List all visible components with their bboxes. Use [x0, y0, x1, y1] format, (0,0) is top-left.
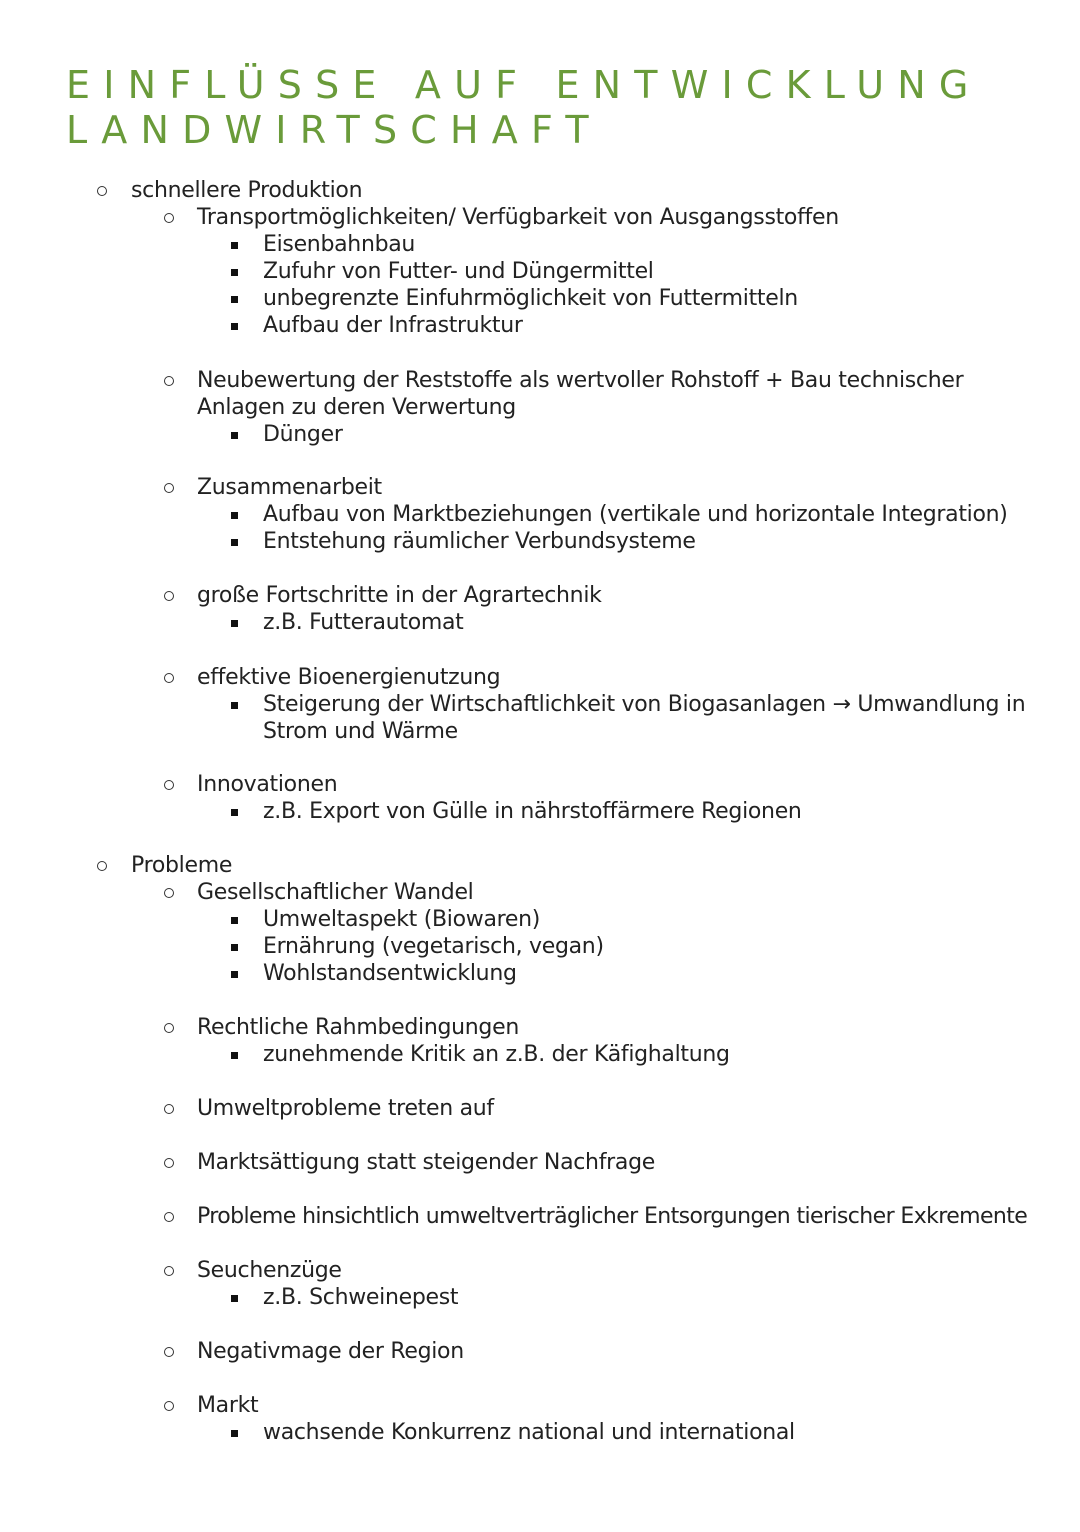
list-item-level-3: Dünger [263, 421, 343, 448]
square-bullet-icon [231, 296, 238, 303]
square-bullet-icon [231, 1430, 238, 1437]
circle-bullet-icon [164, 1347, 174, 1357]
list-item-level-3: Aufbau von Marktbeziehungen (vertikale und horizontale Integration) [263, 501, 1008, 528]
circle-bullet-icon [164, 376, 174, 386]
list-item-level-2: Zusammenarbeit [197, 474, 382, 501]
page-title-line-1: EINFLÜSSE AUF ENTWICKLUNG [66, 63, 982, 107]
list-item-level-3: zunehmende Kritik an z.B. der Käfighaltung [263, 1041, 730, 1068]
list-item-level-2: effektive Bioenergienutzung [197, 664, 500, 691]
circle-bullet-icon [164, 213, 174, 223]
list-item-level-2: Markt [197, 1392, 258, 1419]
list-item-level-2: Innovationen [197, 771, 337, 798]
square-bullet-icon [231, 539, 238, 546]
list-item-level-3: Aufbau der Infrastruktur [263, 312, 523, 339]
square-bullet-icon [231, 269, 238, 276]
square-bullet-icon [231, 702, 238, 709]
square-bullet-icon [231, 944, 238, 951]
circle-bullet-icon [97, 186, 107, 196]
list-item-level-2: Transportmöglichkeiten/ Verfügbarkeit von Ausgangsstoffen [197, 204, 839, 231]
list-item-level-2: Rechtliche Rahmbedingungen [197, 1014, 519, 1041]
square-bullet-icon [231, 512, 238, 519]
square-bullet-icon [231, 809, 238, 816]
circle-bullet-icon [164, 1266, 174, 1276]
circle-bullet-icon [164, 673, 174, 683]
list-item-level-2: große Fortschritte in der Agrartechnik [197, 582, 602, 609]
list-item-level-3: Steigerung der Wirtschaftlichkeit von Biogasanlagen → Umwandlung in [263, 691, 1025, 718]
list-item-level-2: Neubewertung der Reststoffe als wertvoller Rohstoff + Bau technischer [197, 367, 963, 394]
circle-bullet-icon [164, 591, 174, 601]
list-item-level-1: schnellere Produktion [131, 177, 362, 204]
square-bullet-icon [231, 620, 238, 627]
list-item-level-2: Umweltprobleme treten auf [197, 1095, 494, 1122]
circle-bullet-icon [164, 888, 174, 898]
list-item-continuation: Strom und Wärme [263, 719, 458, 744]
circle-bullet-icon [164, 1212, 174, 1222]
square-bullet-icon [231, 971, 238, 978]
square-bullet-icon [231, 917, 238, 924]
list-item-level-3: z.B. Futterautomat [263, 609, 464, 636]
circle-bullet-icon [164, 1104, 174, 1114]
list-item-level-2: Probleme hinsichtlich umweltverträglicher Entsorgungen tierischer Exkremente [197, 1203, 1027, 1230]
square-bullet-icon [231, 1052, 238, 1059]
list-item-level-3: Ernährung (vegetarisch, vegan) [263, 933, 604, 960]
page-title-line-2: LANDWIRTSCHAFT [66, 108, 602, 152]
list-item-level-3: unbegrenzte Einfuhrmöglichkeit von Futtermitteln [263, 285, 798, 312]
circle-bullet-icon [164, 483, 174, 493]
square-bullet-icon [231, 323, 238, 330]
circle-bullet-icon [97, 861, 107, 871]
square-bullet-icon [231, 432, 238, 439]
list-item-level-3: Zufuhr von Futter- und Düngermittel [263, 258, 654, 285]
circle-bullet-icon [164, 1401, 174, 1411]
list-item-level-2: Marktsättigung statt steigender Nachfrage [197, 1149, 655, 1176]
list-item-level-3: z.B. Export von Gülle in nährstoffärmere Regionen [263, 798, 802, 825]
list-item-level-3: Eisenbahnbau [263, 231, 415, 258]
circle-bullet-icon [164, 780, 174, 790]
list-item-level-3: Entstehung räumlicher Verbundsysteme [263, 528, 696, 555]
list-item-level-1: Probleme [131, 852, 232, 879]
list-item-continuation: Anlagen zu deren Verwertung [197, 395, 516, 420]
circle-bullet-icon [164, 1023, 174, 1033]
list-item-level-3: wachsende Konkurrenz national und international [263, 1419, 795, 1446]
list-item-level-3: z.B. Schweinepest [263, 1284, 458, 1311]
list-item-level-3: Wohlstandsentwicklung [263, 960, 517, 987]
square-bullet-icon [231, 242, 238, 249]
square-bullet-icon [231, 1295, 238, 1302]
circle-bullet-icon [164, 1158, 174, 1168]
list-item-level-3: Umweltaspekt (Biowaren) [263, 906, 540, 933]
list-item-level-2: Negativmage der Region [197, 1338, 464, 1365]
list-item-level-2: Seuchenzüge [197, 1257, 342, 1284]
list-item-level-2: Gesellschaftlicher Wandel [197, 879, 474, 906]
